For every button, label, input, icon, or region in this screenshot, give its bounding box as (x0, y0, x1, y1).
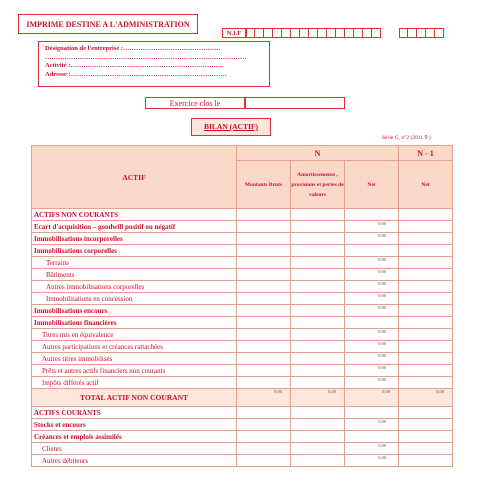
total-value: 0,00 (291, 389, 345, 407)
value-cell[interactable]: 0,00 (345, 443, 399, 455)
value-cell[interactable] (237, 305, 291, 317)
value-cell[interactable] (345, 407, 399, 419)
row-label: Immobilisations incorporelles (32, 233, 237, 245)
table-row (32, 257, 453, 269)
value-cell[interactable] (399, 305, 453, 317)
value-cell[interactable] (345, 431, 399, 443)
value-cell[interactable] (399, 281, 453, 293)
col-n1-header: N - 1 (399, 146, 453, 161)
row-label: Immobilisations encours (32, 305, 237, 317)
table-row (32, 455, 453, 467)
value-cell[interactable] (399, 317, 453, 329)
value-cell[interactable] (291, 221, 345, 233)
table-row (32, 233, 453, 245)
table-row (32, 221, 453, 233)
table-row (32, 431, 453, 443)
nif-digit-cell[interactable] (363, 28, 372, 38)
value-cell[interactable] (291, 293, 345, 305)
table-row (32, 305, 453, 317)
nif-digit-cell[interactable] (372, 28, 381, 38)
row-label: Titres mis en équivalence (32, 329, 237, 341)
col-net-n: Net (345, 161, 399, 209)
activite-field[interactable]: Activité :…………………………………………………………….. (45, 62, 224, 69)
nif-suffix-cell[interactable] (426, 28, 435, 38)
value-cell[interactable] (399, 293, 453, 305)
value-cell[interactable] (237, 245, 291, 257)
value-cell[interactable] (399, 221, 453, 233)
value-cell[interactable] (237, 407, 291, 419)
row-label: Immobilisations en concession (32, 293, 237, 305)
col-n-header: N (237, 146, 399, 161)
value-cell[interactable]: 0,00 (345, 341, 399, 353)
value-cell[interactable]: 0,00 (345, 221, 399, 233)
nif-digit-cell[interactable] (318, 28, 327, 38)
value-cell[interactable] (399, 377, 453, 389)
exercice-label: Exercice clos le (145, 97, 245, 109)
value-cell[interactable] (237, 209, 291, 221)
table-row (32, 281, 453, 293)
nif-digit-cell[interactable] (327, 28, 336, 38)
value-cell[interactable] (291, 443, 345, 455)
value-cell[interactable] (237, 329, 291, 341)
row-label: Stocks et encours (32, 419, 237, 431)
value-cell[interactable] (399, 455, 453, 467)
nif-digit-cell[interactable] (282, 28, 291, 38)
value-cell[interactable] (291, 455, 345, 467)
table-row (32, 353, 453, 365)
table-row (32, 245, 453, 257)
row-label: Prêts et autres actifs financiers non courants (32, 365, 237, 377)
nif-digit-cell[interactable] (309, 28, 318, 38)
value-cell[interactable]: 0,00 (345, 305, 399, 317)
table-row (32, 419, 453, 431)
value-cell[interactable]: 0,00 (345, 281, 399, 293)
entreprise-info-box (38, 41, 270, 87)
row-label: Autres débiteurs (32, 455, 237, 467)
value-cell[interactable] (237, 257, 291, 269)
value-cell[interactable] (291, 245, 345, 257)
table-row (32, 341, 453, 353)
total-value: 0,00 (345, 389, 399, 407)
value-cell[interactable] (237, 293, 291, 305)
value-cell[interactable] (399, 269, 453, 281)
nif-digit-cell[interactable] (300, 28, 309, 38)
value-cell[interactable] (345, 245, 399, 257)
value-cell[interactable] (237, 233, 291, 245)
value-cell[interactable] (291, 431, 345, 443)
serie-reference: Série G, n°2 (2011 9 ) (382, 135, 431, 141)
row-label: ACTIFS NON COURANTS (32, 209, 237, 221)
value-cell[interactable] (399, 209, 453, 221)
row-label: Immobilisations financières (32, 317, 237, 329)
nif-suffix-cell[interactable] (408, 28, 417, 38)
row-label: Immobilisations corporelles (32, 245, 237, 257)
nif-input-cells[interactable] (246, 28, 381, 38)
value-cell[interactable] (237, 455, 291, 467)
value-cell[interactable] (399, 329, 453, 341)
value-cell[interactable] (237, 443, 291, 455)
value-cell[interactable] (291, 407, 345, 419)
bilan-actif-table (31, 145, 453, 467)
value-cell[interactable] (399, 233, 453, 245)
row-label: Autres participations et créances rattachées (32, 341, 237, 353)
value-cell[interactable] (291, 377, 345, 389)
value-cell[interactable] (291, 419, 345, 431)
value-cell[interactable] (399, 341, 453, 353)
nif-digit-cell[interactable] (336, 28, 345, 38)
nif-digit-cell[interactable] (273, 28, 282, 38)
value-cell[interactable] (345, 209, 399, 221)
row-label: Ecart d'acquisition – goodwill positif ou négatif (32, 221, 237, 233)
form-title: IMPRIME DESTINE A L'ADMINISTRATION (18, 14, 198, 34)
value-cell[interactable] (237, 281, 291, 293)
value-cell[interactable] (237, 317, 291, 329)
value-cell[interactable] (399, 443, 453, 455)
exercice-date-field[interactable] (245, 97, 345, 109)
value-cell[interactable] (237, 221, 291, 233)
table-row (32, 329, 453, 341)
value-cell[interactable] (399, 365, 453, 377)
value-cell[interactable] (345, 317, 399, 329)
value-cell[interactable] (291, 233, 345, 245)
value-cell[interactable]: 0,00 (345, 353, 399, 365)
row-label: Autres immobilisations corporelles (32, 281, 237, 293)
value-cell[interactable] (291, 269, 345, 281)
value-cell[interactable] (291, 341, 345, 353)
value-cell[interactable] (399, 257, 453, 269)
designation-field[interactable]: Désignation de l'entreprise :……………………………………… (45, 45, 221, 52)
row-label: Terrains (32, 257, 237, 269)
row-label: Impôts différés actif (32, 377, 237, 389)
value-cell[interactable] (291, 281, 345, 293)
nif-suffix-cells[interactable] (399, 28, 444, 38)
nif-digit-cell[interactable] (255, 28, 264, 38)
nif-suffix-cell[interactable] (399, 28, 408, 38)
table-row (32, 443, 453, 455)
value-cell[interactable] (291, 329, 345, 341)
col-montants-bruts: Montants Bruts (237, 161, 291, 209)
value-cell[interactable]: 0,00 (345, 455, 399, 467)
row-label: Clients (32, 443, 237, 455)
value-cell[interactable] (237, 377, 291, 389)
value-cell[interactable] (237, 341, 291, 353)
value-cell[interactable] (237, 419, 291, 431)
value-cell[interactable] (399, 419, 453, 431)
value-cell[interactable] (399, 407, 453, 419)
nif-suffix-cell[interactable] (435, 28, 444, 38)
col-actif-header: ACTIF (32, 146, 237, 209)
total-value: 0,00 (399, 389, 453, 407)
table-row (32, 407, 453, 419)
table-row (32, 209, 453, 221)
value-cell[interactable] (291, 317, 345, 329)
value-cell[interactable]: 0,00 (345, 377, 399, 389)
nif-suffix-cell[interactable] (417, 28, 426, 38)
col-amortissements: Amortissements , provisions et pertes de valeurs (291, 161, 345, 209)
adresse-field[interactable]: Adresse :……………………………………………………………… (45, 70, 227, 78)
nif-digit-cell[interactable] (345, 28, 354, 38)
value-cell[interactable] (291, 209, 345, 221)
value-cell[interactable]: 0,00 (345, 293, 399, 305)
value-cell[interactable] (291, 353, 345, 365)
total-value: 0,00 (237, 389, 291, 407)
value-cell[interactable]: 0,00 (345, 419, 399, 431)
col-net-n1: Net (399, 161, 453, 209)
value-cell[interactable] (237, 431, 291, 443)
value-cell[interactable] (399, 245, 453, 257)
designation-continuation[interactable]: ………………………………………………………………………………… (45, 53, 247, 61)
table-row (32, 377, 453, 389)
bilan-title: BILAN (ACTIF) (191, 118, 271, 136)
total-actif-non-courant-label: TOTAL ACTIF NON COURANT (32, 389, 237, 407)
value-cell[interactable]: 0,00 (345, 329, 399, 341)
value-cell[interactable]: 0,00 (345, 269, 399, 281)
value-cell[interactable] (237, 269, 291, 281)
value-cell[interactable] (291, 305, 345, 317)
value-cell[interactable]: 0,00 (345, 257, 399, 269)
nif-digit-cell[interactable] (354, 28, 363, 38)
table-row (32, 269, 453, 281)
row-label: Bâtiments (32, 269, 237, 281)
value-cell[interactable] (399, 353, 453, 365)
table-row (32, 317, 453, 329)
value-cell[interactable]: 0,00 (345, 233, 399, 245)
value-cell[interactable] (237, 365, 291, 377)
row-label: Créances et emplois assimilés (32, 431, 237, 443)
value-cell[interactable] (399, 431, 453, 443)
table-row (32, 293, 453, 305)
row-label: Autres titres immobilisés (32, 353, 237, 365)
row-label: ACTIFS COURANTS (32, 407, 237, 419)
value-cell[interactable] (237, 353, 291, 365)
nif-digit-cell[interactable] (291, 28, 300, 38)
nif-digit-cell[interactable] (264, 28, 273, 38)
table-row (32, 365, 453, 377)
value-cell[interactable] (291, 365, 345, 377)
nif-label: N.I.F (222, 28, 246, 38)
value-cell[interactable] (291, 257, 345, 269)
nif-digit-cell[interactable] (246, 28, 255, 38)
value-cell[interactable]: 0,00 (345, 365, 399, 377)
